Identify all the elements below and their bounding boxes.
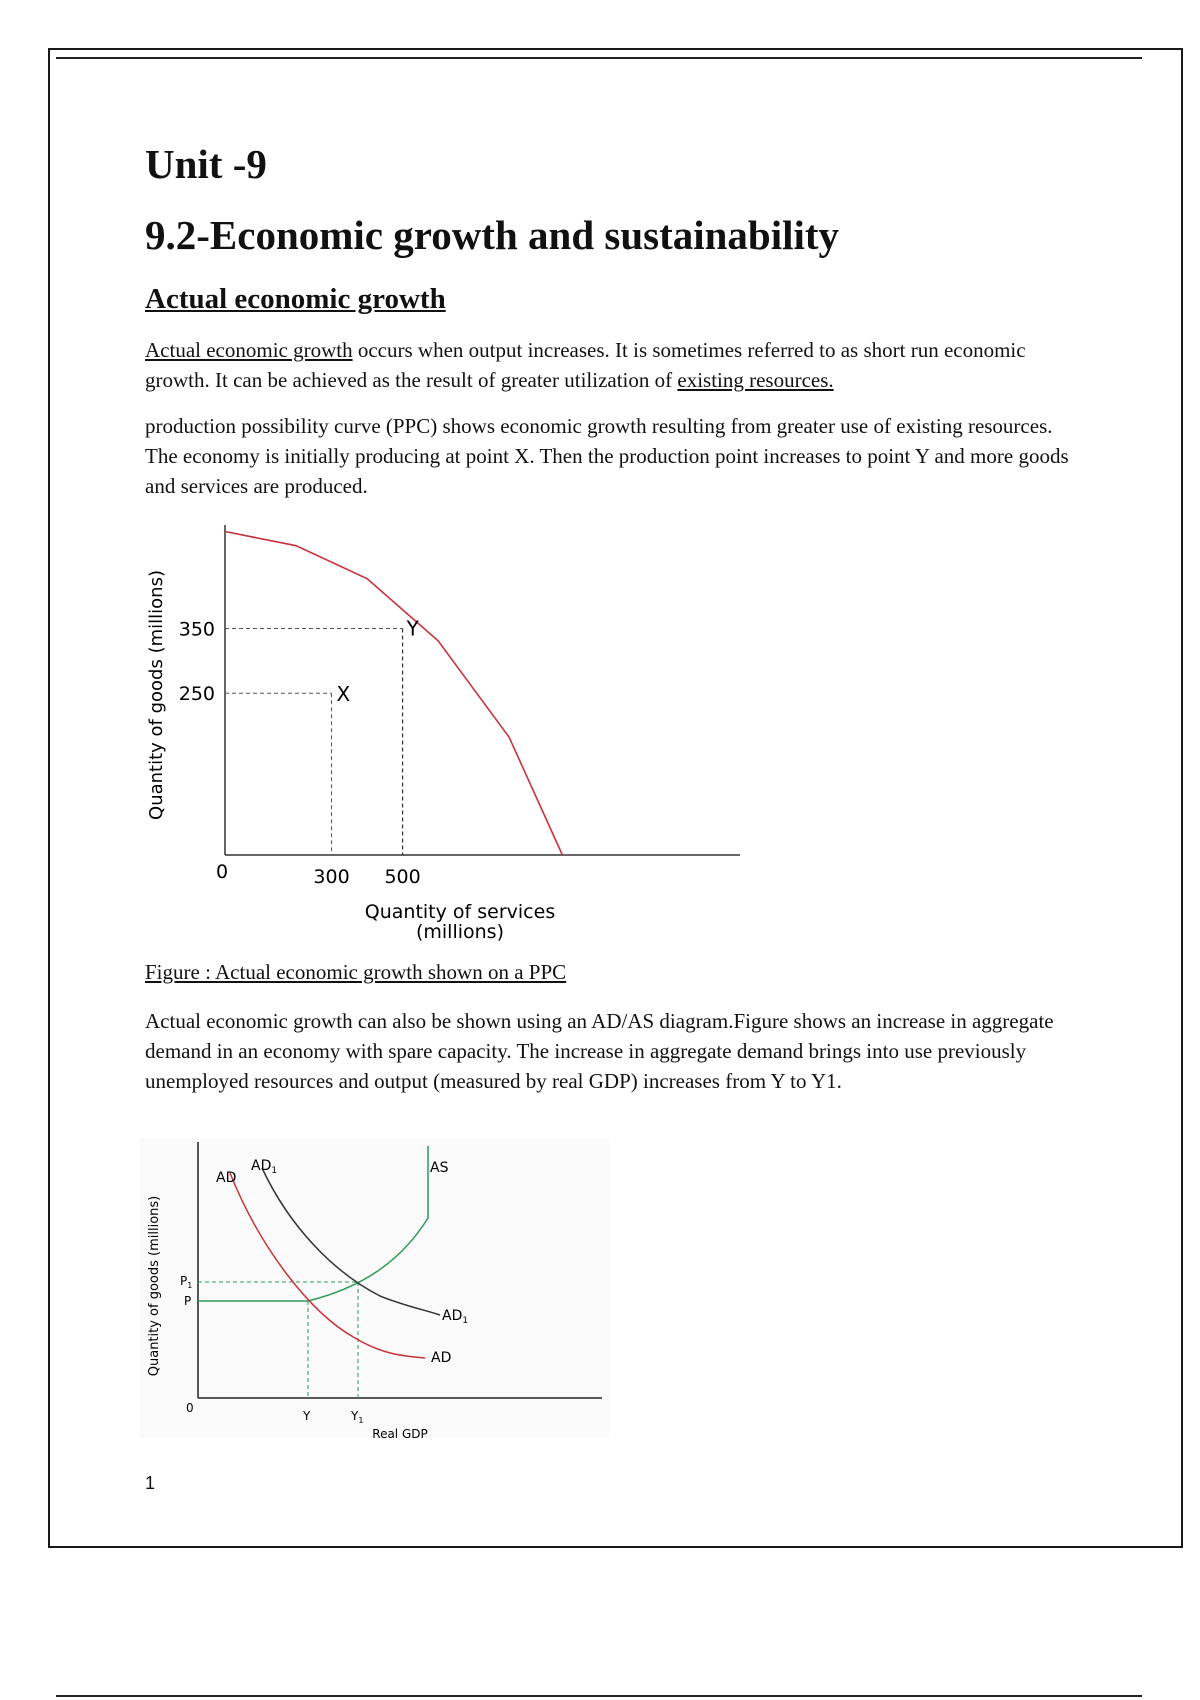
ad1-right-subscript: 1 bbox=[462, 1316, 469, 1326]
paragraph-ppc: production possibility curve (PPC) shows economic growth resulting from greater use of existing resources. The economy is initially producing at point X. Then the production point increases to point Y and more goods and services are produced. bbox=[145, 414, 1069, 499]
point-y-label: Y bbox=[406, 616, 419, 641]
adas-chart bbox=[140, 1138, 610, 1443]
as-label: AS bbox=[430, 1160, 449, 1176]
top-rule bbox=[56, 57, 1142, 59]
y-tick-350: 350 bbox=[178, 618, 215, 641]
subsection-title: Actual economic growth bbox=[145, 283, 446, 316]
unit-title: Unit -9 bbox=[145, 141, 267, 187]
p-label: P bbox=[184, 1294, 192, 1308]
ad1-right-text: AD bbox=[442, 1308, 463, 1324]
ad-top-label: AD bbox=[216, 1170, 237, 1186]
y1-text: Y bbox=[351, 1409, 359, 1423]
term-actual-growth: Actual economic growth bbox=[145, 338, 353, 363]
existing-resources-link[interactable]: existing resources. bbox=[677, 368, 834, 393]
p1-text: P bbox=[180, 1274, 188, 1288]
y-axis-label: Quantity of goods (millions) bbox=[146, 570, 167, 820]
page-number: 1 bbox=[145, 1473, 156, 1493]
ad1-top-text: AD bbox=[251, 1158, 272, 1174]
origin-label: 0 bbox=[216, 861, 229, 883]
ad1-top-subscript: 1 bbox=[271, 1166, 278, 1176]
paragraph-actual-growth bbox=[145, 335, 1085, 395]
section-title: 9.2-Economic growth and sustainability bbox=[145, 212, 840, 259]
ppc-chart bbox=[140, 525, 760, 950]
x-tick-500: 500 bbox=[384, 866, 421, 888]
paragraph-text: occurs when output increases. It is sometimes referred to as short run economic growth. It can be achieved as the result of greater utilization of bbox=[145, 338, 1026, 393]
x-axis-label: Real GDP bbox=[372, 1427, 428, 1438]
y-axis-label: Quantity of goods (millions) bbox=[147, 1195, 162, 1377]
origin-label: 0 bbox=[186, 1401, 194, 1415]
bottom-rule bbox=[56, 1695, 1142, 1697]
x-axis-label-units: (millions) bbox=[415, 921, 505, 943]
x-tick-300: 300 bbox=[313, 866, 350, 888]
document-body bbox=[145, 140, 1085, 501]
ad-right-label: AD bbox=[431, 1350, 452, 1366]
paragraph-adas: Actual economic growth can also be shown using an AD/AS diagram.Figure shows an increase in aggregate demand in an economy with spare capacity. The increase in aggregate demand brings into use previously unemployed resources and output (measured by real GDP) increases from Y to Y1. bbox=[145, 1009, 1054, 1093]
figure-caption: Figure : Actual economic growth shown on a PPC bbox=[145, 960, 567, 984]
y-tick-label: Y bbox=[303, 1409, 311, 1423]
point-x-label: X bbox=[336, 682, 351, 707]
y-tick-250: 250 bbox=[178, 683, 215, 706]
y1-subscript: 1 bbox=[358, 1416, 364, 1425]
p1-subscript: 1 bbox=[187, 1281, 193, 1290]
x-axis-label: Quantity of services bbox=[364, 901, 556, 923]
